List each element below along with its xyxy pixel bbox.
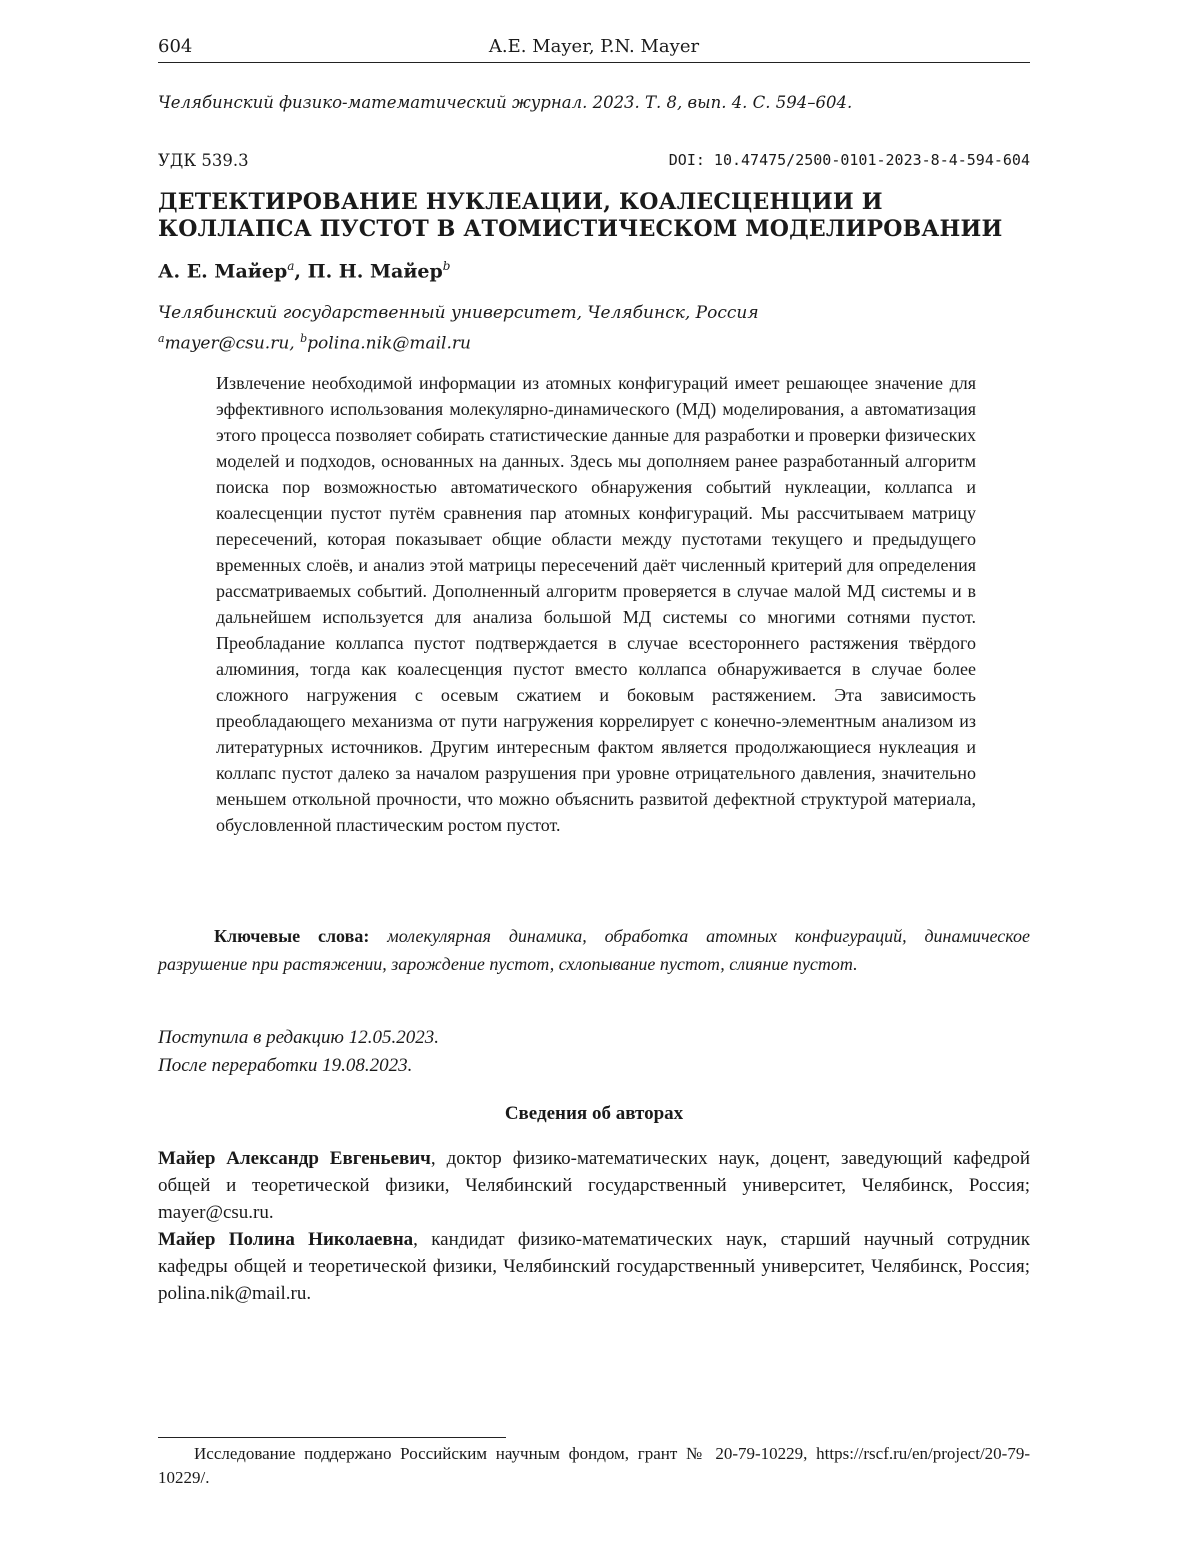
abstract: Извлечение необходимой информации из атомных конфигураций имеет решающее значение для эффективного использования молекулярно-динамического (МД) моделирования, а автоматизация этого процесса позволяет собирать статистические данные для разработки и проверки физических моделей и подходов, основанных на данных. Здесь мы дополняем ранее разработанный алгоритм поиска пор возможностью автоматического обнаружения событий нуклеации, коллапса и коалесценции пустот путём сравнения пар атомных конфигураций. Мы рассчитываем матрицу пересечений, которая показывает общие области между пустотами текущего и предыдущего временных слоёв, и анализ этой матрицы пересечений даёт численный критерий для определения рассматриваемых событий. Дополненный алгоритм проверяется в случае малой МД системы и в дальнейшем используется для анализа большой МД системы со многими сотнями пустот. Преобладание коллапса пустот подтверждается в случае всестороннего растяжения твёрдого алюминия, тогда как коалесценция пустот вместо коллапса обнаруживается в случае более сложного нагружения с осевым сжатием и боковым растяжением. Эта зависимость преобладающего механизма от пути нагружения коррелирует с конечно-элементным анализом из литературных источников. Другим интересным фактом является продолжающиеся нуклеация и коллапс пустот далеко за началом разрушения при уровне отрицательного давления, значительно меньшем откольной прочности, что можно объяснить развитой дефектной структурой материала, обусловленной пластическим ростом пустот. (216, 373, 976, 835)
article-title: ДЕТЕКТИРОВАНИЕ НУКЛЕАЦИИ, КОАЛЕСЦЕНЦИИ И КОЛЛАПСА ПУСТОТ В АТОМИСТИЧЕСКОМ МОДЕЛИРОВАНИИ (158, 189, 1003, 242)
section-heading: Сведения об авторах (504, 1103, 684, 1124)
keywords-text: молекулярная динамика, обработка атомных конфигураций, динамическое разрушение при растяжении, зарождение пустот, схлопывание пустот, слияние пустот. (158, 926, 1031, 974)
author-info (158, 1145, 1030, 1226)
udk-code: УДК 539.3 (158, 151, 249, 170)
running-header (158, 36, 1030, 63)
journal-citation: Челябинский физико-математический журнал. 2023. Т. 8, вып. 4. С. 594–604. (158, 93, 853, 112)
page-number: 604 (158, 36, 193, 57)
author-mark: a (287, 259, 295, 273)
identifiers-row (158, 151, 1030, 171)
author-name: А. Е. Майер (158, 260, 288, 283)
revised-date: После переработки 19.08.2023. (158, 1055, 413, 1076)
affiliation-block (158, 300, 759, 357)
author-name: П. Н. Майер (307, 260, 443, 283)
submission-dates (158, 1024, 439, 1080)
keywords (158, 922, 1030, 978)
author-info (158, 1226, 1030, 1307)
funding-footnote: Исследование поддержано Российским научным фондом, грант № 20-79-10229, https://rscf.ru/en/project/20-79-10229/. (158, 1444, 1030, 1487)
author-details: , кандидат физико-математических наук, старший научный сотрудник кафедры общей и теоретической физики, Челябинский государственный университет, Челябинск, Россия; polina.nik@mail.ru. (158, 1229, 1030, 1304)
affiliation: Челябинский государственный университет, Челябинск, Россия (158, 303, 759, 323)
author-details: , доктор физико-математических наук, доцент, заведующий кафедрой общей и теоретической физики, Челябинский государственный университет, Челябинск, Россия; mayer@csu.ru. (158, 1148, 1030, 1223)
author-full-name: Майер Александр Евгеньевич (158, 1148, 431, 1169)
running-authors: A.E. Mayer, P.N. Mayer (488, 36, 700, 57)
received-date: Поступила в редакцию 12.05.2023. (158, 1027, 439, 1048)
email-link[interactable]: mayer@csu.ru (164, 333, 290, 354)
email-link[interactable]: polina.nik@mail.ru (307, 333, 471, 354)
doi: DOI: 10.47475/2500-0101-2023-8-4-594-604 (668, 151, 1030, 169)
author-mark: b (442, 259, 451, 273)
keywords-label: Ключевые слова: (214, 926, 370, 946)
footnote-divider (158, 1437, 506, 1438)
author-list: А. Е. Майер$^a$, П. Н. Майер$^b$ (158, 259, 451, 283)
author-emails: $^a$mayer@csu.ru, $^b$polina.nik@mail.ru (158, 332, 471, 354)
author-full-name: Майер Полина Николаевна (158, 1229, 414, 1250)
